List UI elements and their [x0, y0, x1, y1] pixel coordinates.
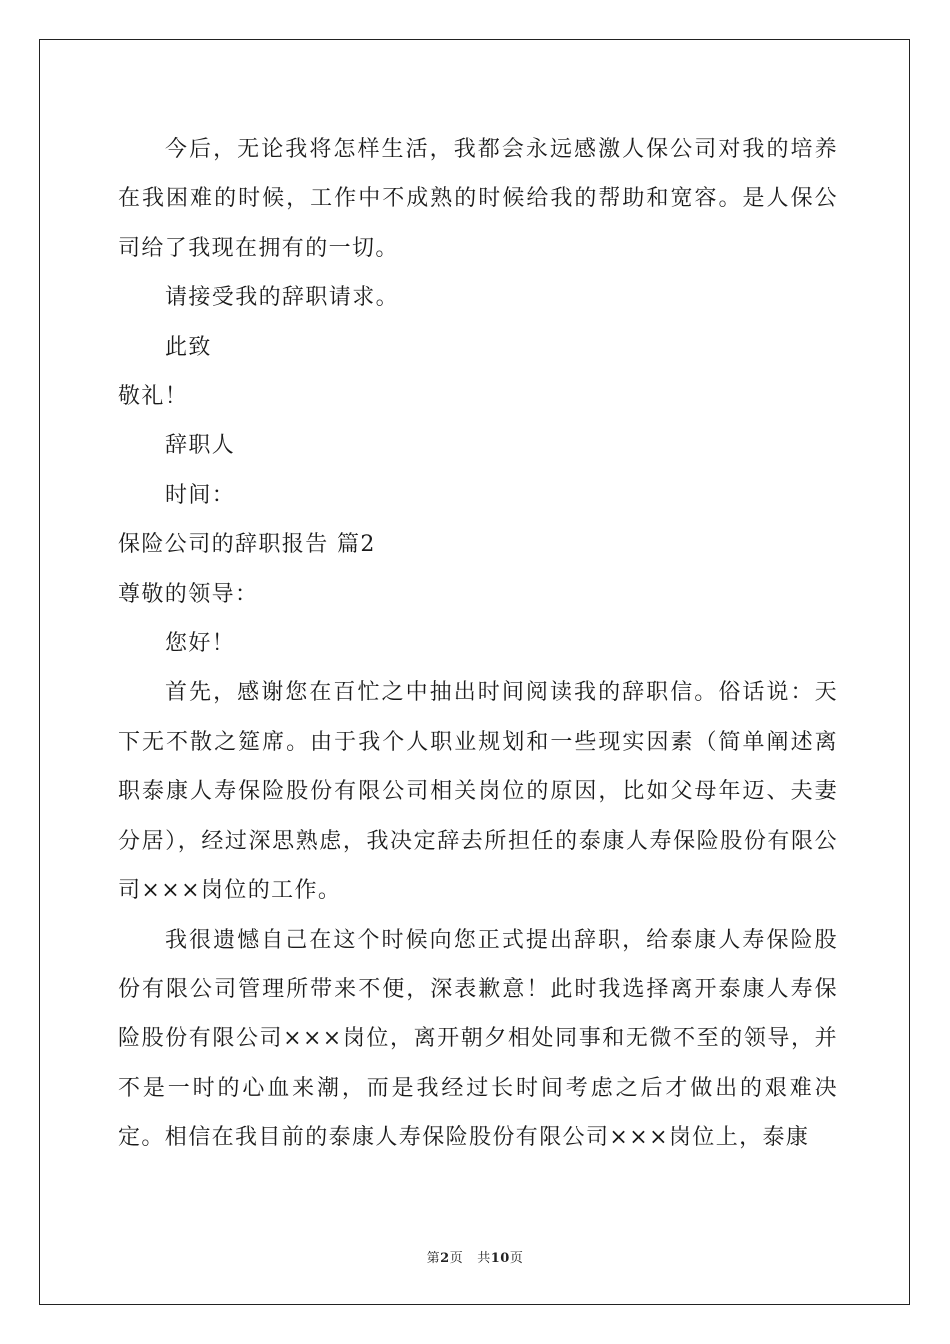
date-label: 时间： [165, 482, 236, 508]
footer-page-number: 2 [440, 1251, 450, 1266]
paragraph-request: 请接受我的辞职请求。 [165, 285, 400, 311]
footer-total-pages: 10 [490, 1251, 510, 1266]
salutation: 尊敬的领导： [118, 581, 259, 607]
paragraph-regret: 我很遗憾自己在这个时候向您正式提出辞职，给泰康人寿保险股份有限公司管理所带来不便，深表歉意！此时我选择离开泰康人寿保险股份有限公司×××岗位，离开朝夕相处同事和无微不至的领导，并不是一时的心血来潮，而是我经过长时间考虑之后才做出的艰难决定。相信在我目前的泰康人寿保险股份有限公司×××岗位上，泰康 [118, 927, 838, 1151]
paragraph-intro: 首先，感谢您在百忙之中抽出时间阅读我的辞职信。俗话说：天下无不散之筵席。由于我个人职业规划和一些现实因素（简单阐述离职泰康人寿保险股份有限公司相关岗位的原因，比如父母年迈、夫妻分居），经过深思熟虑，我决定辞去所担任的泰康人寿保险股份有限公司×××岗位的工作。 [118, 680, 838, 904]
greeting: 您好！ [165, 631, 236, 657]
document-body [118, 125, 838, 1163]
footer-total-suffix: 页 [509, 1251, 524, 1266]
page-footer [0, 1247, 950, 1266]
closing-cizhi: 此致 [165, 334, 212, 360]
footer-total-prefix: 共 [477, 1251, 491, 1266]
paragraph-gratitude: 今后，无论我将怎样生活，我都会永远感激人保公司对我的培养在我困难的时候，工作中不成熟的时候给我的帮助和宽容。是人保公司给了我现在拥有的一切。 [118, 137, 838, 261]
closing-jingli: 敬礼！ [118, 384, 189, 410]
signature-label: 辞职人 [165, 433, 236, 459]
footer-page-suffix: 页 [449, 1251, 464, 1266]
section-heading: 保险公司的辞职报告 篇2 [118, 532, 376, 558]
footer-prefix: 第 [426, 1251, 441, 1266]
